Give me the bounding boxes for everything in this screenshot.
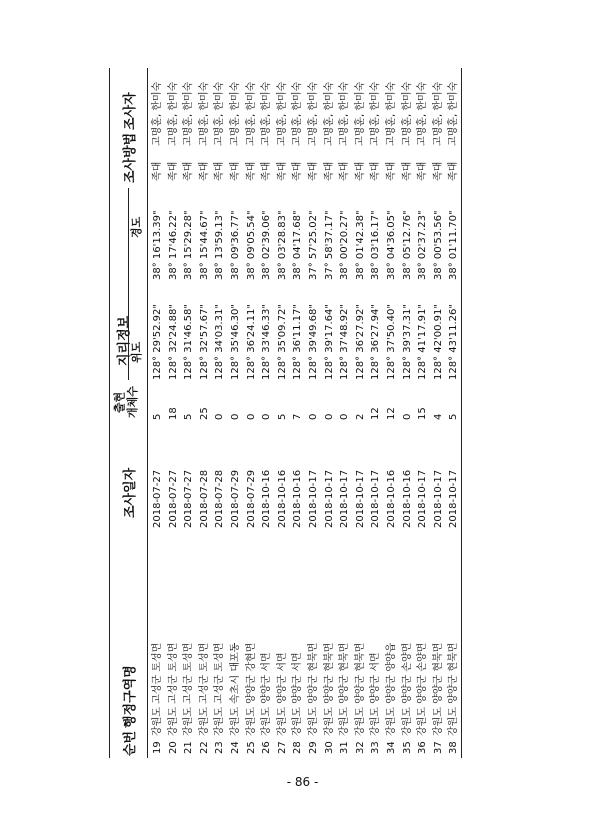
geo-divider bbox=[128, 188, 129, 380]
cell-no: 31 bbox=[339, 741, 351, 754]
table-row bbox=[165, 68, 182, 758]
cell-method: 족대 bbox=[448, 161, 460, 181]
cell-no: 28 bbox=[292, 741, 304, 754]
cell-count: 0 bbox=[339, 413, 351, 420]
cell-lon: 37° 58'37.17" bbox=[323, 210, 335, 280]
header-geo: 지리정보 bbox=[117, 315, 132, 366]
cell-no: 21 bbox=[183, 741, 195, 754]
cell-date: 2018-10-16 bbox=[292, 469, 304, 528]
cell-region: 강원도 고성군 토성면 bbox=[214, 642, 226, 736]
cell-method: 족대 bbox=[386, 161, 397, 181]
cell-lat: 128° 37'48.92" bbox=[339, 304, 351, 380]
cell-region: 강원도 양양군 양양읍 bbox=[386, 642, 397, 736]
cell-investigator: 고명훈, 한미숙 bbox=[339, 81, 351, 146]
cell-count: 0 bbox=[214, 413, 226, 420]
cell-lon: 38° 01'42.38" bbox=[354, 210, 366, 280]
cell-method: 족대 bbox=[370, 161, 382, 181]
cell-method: 족대 bbox=[354, 161, 366, 181]
cell-date: 2018-10-17 bbox=[308, 469, 319, 528]
cell-no: 37 bbox=[432, 741, 444, 754]
table-row bbox=[227, 68, 244, 758]
cell-lon: 38° 00'53.56" bbox=[432, 210, 444, 280]
header-count-bottom: 개체수 bbox=[126, 386, 139, 418]
cell-lat: 128° 36'24.11" bbox=[245, 304, 257, 380]
cell-lat: 128° 31'46.58" bbox=[183, 304, 195, 380]
cell-lon: 38° 15'44.67" bbox=[198, 210, 210, 280]
table-row bbox=[274, 68, 291, 758]
cell-date: 2018-07-28 bbox=[198, 469, 210, 528]
cell-investigator: 고명훈, 한미숙 bbox=[152, 81, 163, 146]
cell-region: 강원도 양양군 현북면 bbox=[323, 642, 335, 736]
cell-lon: 38° 04'36.05" bbox=[386, 210, 397, 280]
cell-region: 강원도 양양군 현북면 bbox=[354, 642, 366, 736]
cell-count: 5 bbox=[276, 413, 288, 420]
cell-method: 족대 bbox=[276, 161, 288, 181]
cell-lon: 38° 04'17.68" bbox=[292, 210, 304, 280]
cell-region: 강원도 양양군 손양면 bbox=[417, 642, 429, 736]
cell-investigator: 고명훈, 한미숙 bbox=[292, 81, 304, 146]
cell-method: 족대 bbox=[245, 161, 257, 181]
cell-lon: 38° 01'11.70" bbox=[448, 210, 460, 280]
cell-lon: 38° 03'28.83" bbox=[276, 210, 288, 280]
cell-method: 족대 bbox=[167, 161, 179, 181]
cell-method: 족대 bbox=[323, 161, 335, 181]
cell-no: 20 bbox=[167, 741, 179, 754]
cell-investigator: 고명훈, 한미숙 bbox=[261, 81, 273, 146]
table-row bbox=[352, 68, 369, 758]
cell-investigator: 고명훈, 한미숙 bbox=[230, 81, 241, 146]
cell-date: 2018-10-17 bbox=[432, 469, 444, 528]
table-row bbox=[196, 68, 213, 758]
cell-lat: 128° 37'50.40" bbox=[386, 304, 397, 380]
cell-lat: 128° 36'27.94" bbox=[370, 304, 382, 380]
cell-date: 2018-10-16 bbox=[386, 469, 397, 528]
cell-region: 강원도 양양군 현북면 bbox=[339, 642, 351, 736]
cell-date: 2018-10-17 bbox=[448, 469, 460, 528]
cell-region: 강원도 고성군 토성면 bbox=[167, 642, 179, 736]
cell-lat: 128° 33'46.33" bbox=[261, 304, 273, 380]
header-investigator: 조사자 bbox=[123, 92, 138, 130]
cell-count: 4 bbox=[432, 413, 444, 420]
cell-date: 2018-10-17 bbox=[417, 469, 429, 528]
cell-lat: 128° 35'09.72" bbox=[276, 304, 288, 380]
cell-method: 족대 bbox=[261, 161, 273, 181]
cell-no: 35 bbox=[401, 741, 413, 754]
table-row bbox=[430, 68, 447, 758]
cell-date: 2018-07-27 bbox=[167, 469, 179, 528]
cell-method: 족대 bbox=[401, 161, 413, 181]
table-row bbox=[399, 68, 416, 758]
cell-no: 30 bbox=[323, 741, 335, 754]
cell-lat: 128° 32'24.88" bbox=[167, 304, 179, 380]
cell-method: 족대 bbox=[292, 161, 304, 181]
cell-lon: 38° 05'12.76" bbox=[401, 210, 413, 280]
cell-region: 강원도 양양군 강현면 bbox=[245, 642, 257, 736]
cell-method: 족대 bbox=[230, 161, 241, 181]
cell-lon: 38° 02'39.06" bbox=[261, 210, 273, 280]
cell-investigator: 고명훈, 한미숙 bbox=[401, 81, 413, 146]
cell-count: 0 bbox=[245, 413, 257, 420]
cell-date: 2018-07-27 bbox=[183, 469, 195, 528]
cell-method: 족대 bbox=[432, 161, 444, 181]
cell-date: 2018-10-17 bbox=[339, 469, 351, 528]
cell-no: 26 bbox=[261, 741, 273, 754]
cell-count: 0 bbox=[308, 413, 319, 420]
cell-investigator: 고명훈, 한미숙 bbox=[370, 81, 382, 146]
cell-lat: 128° 34'03.31" bbox=[214, 304, 226, 380]
cell-date: 2018-10-16 bbox=[276, 469, 288, 528]
header-method: 조사방법 bbox=[123, 132, 138, 183]
cell-lat: 128° 36'11.17" bbox=[292, 304, 304, 380]
cell-method: 족대 bbox=[183, 161, 195, 181]
table-row bbox=[367, 68, 384, 758]
top-rule bbox=[109, 68, 110, 758]
header-count-top: 출현 bbox=[113, 391, 126, 413]
cell-lon: 38° 09'36.77" bbox=[230, 210, 241, 280]
cell-investigator: 고명훈, 한미숙 bbox=[432, 81, 444, 146]
cell-region: 강원도 고성군 토성면 bbox=[183, 642, 195, 736]
cell-count: 25 bbox=[198, 407, 210, 420]
table-row bbox=[336, 68, 353, 758]
cell-investigator: 고명훈, 한미숙 bbox=[214, 81, 226, 146]
table-row bbox=[243, 68, 260, 758]
cell-count: 0 bbox=[230, 413, 241, 420]
cell-no: 24 bbox=[230, 741, 241, 754]
cell-no: 27 bbox=[276, 741, 288, 754]
header-lon: 경도 bbox=[130, 216, 143, 238]
cell-no: 29 bbox=[308, 741, 319, 754]
cell-no: 32 bbox=[354, 741, 366, 754]
cell-lat: 128° 39'37.31" bbox=[401, 304, 413, 380]
cell-date: 2018-10-17 bbox=[323, 469, 335, 528]
cell-investigator: 고명훈, 한미숙 bbox=[245, 81, 257, 146]
cell-lat: 128° 36'27.92" bbox=[354, 304, 366, 380]
cell-investigator: 고명훈, 한미숙 bbox=[276, 81, 288, 146]
cell-lat: 128° 39'49.68" bbox=[308, 304, 319, 380]
cell-method: 족대 bbox=[417, 161, 429, 181]
cell-region: 강원도 속초시 대포동 bbox=[230, 642, 241, 736]
cell-lon: 38° 02'37.23" bbox=[417, 210, 429, 280]
cell-lon: 38° 16'13.39" bbox=[152, 210, 163, 280]
cell-region: 강원도 양양군 서면 bbox=[276, 652, 288, 736]
cell-investigator: 고명훈, 한미숙 bbox=[354, 81, 366, 146]
table-row bbox=[149, 68, 166, 758]
cell-lon: 38° 17'46.22" bbox=[167, 210, 179, 280]
cell-method: 족대 bbox=[152, 161, 163, 181]
cell-no: 22 bbox=[198, 741, 210, 754]
table-row bbox=[445, 68, 462, 758]
table-row bbox=[383, 68, 400, 758]
page-number: - 86 - bbox=[286, 775, 319, 789]
cell-no: 36 bbox=[417, 741, 429, 754]
cell-method: 족대 bbox=[214, 161, 226, 181]
cell-lat: 128° 43'11.26" bbox=[448, 304, 460, 380]
header-date: 조사일자 bbox=[123, 467, 138, 518]
header-lat: 위도 bbox=[130, 341, 143, 363]
cell-region: 강원도 양양군 서면 bbox=[370, 652, 382, 736]
table-row bbox=[414, 68, 431, 758]
cell-count: 0 bbox=[261, 413, 273, 420]
cell-region: 강원도 양양군 현북면 bbox=[432, 642, 444, 736]
cell-date: 2018-07-27 bbox=[152, 469, 163, 528]
cell-no: 19 bbox=[152, 741, 163, 754]
cell-no: 23 bbox=[214, 741, 226, 754]
table-row bbox=[289, 68, 306, 758]
cell-investigator: 고명훈, 한미숙 bbox=[386, 81, 397, 146]
cell-region: 강원도 고성군 토성면 bbox=[198, 642, 210, 736]
cell-count: 12 bbox=[370, 407, 382, 420]
cell-lat: 128° 42'00.91" bbox=[432, 304, 444, 380]
cell-investigator: 고명훈, 한미숙 bbox=[448, 81, 460, 146]
cell-method: 족대 bbox=[308, 161, 319, 181]
cell-lon: 38° 13'59.13" bbox=[214, 210, 226, 280]
cell-region: 강원도 양양군 현북면 bbox=[448, 642, 460, 736]
cell-count: 0 bbox=[401, 413, 413, 420]
cell-region: 강원도 양양군 손양면 bbox=[401, 642, 413, 736]
cell-date: 2018-07-28 bbox=[214, 469, 226, 528]
cell-date: 2018-07-29 bbox=[230, 469, 241, 528]
cell-lon: 38° 03'16.17" bbox=[370, 210, 382, 280]
table-row bbox=[258, 68, 275, 758]
header-no: 순번 bbox=[123, 730, 138, 756]
cell-count: 2 bbox=[354, 413, 366, 420]
table-row bbox=[305, 68, 322, 758]
cell-no: 33 bbox=[370, 741, 382, 754]
cell-count: 18 bbox=[167, 407, 179, 420]
cell-no: 38 bbox=[448, 741, 460, 754]
cell-date: 2018-07-29 bbox=[245, 469, 257, 528]
cell-investigator: 고명훈, 한미숙 bbox=[183, 81, 195, 146]
cell-lon: 38° 00'20.27" bbox=[339, 210, 351, 280]
cell-lon: 37° 57'25.02" bbox=[308, 210, 319, 280]
cell-investigator: 고명훈, 한미숙 bbox=[308, 81, 319, 146]
cell-investigator: 고명훈, 한미숙 bbox=[323, 81, 335, 146]
cell-count: 5 bbox=[152, 413, 163, 420]
cell-count: 5 bbox=[183, 413, 195, 420]
cell-count: 12 bbox=[386, 407, 397, 420]
cell-investigator: 고명훈, 한미숙 bbox=[417, 81, 429, 146]
header-rule bbox=[147, 68, 148, 758]
cell-region: 강원도 양양군 서면 bbox=[292, 652, 304, 736]
table-row bbox=[211, 68, 228, 758]
cell-date: 2018-10-16 bbox=[261, 469, 273, 528]
cell-lat: 128° 39'17.64" bbox=[323, 304, 335, 380]
cell-lat: 128° 41'17.91" bbox=[417, 304, 429, 380]
cell-date: 2018-10-16 bbox=[401, 469, 413, 528]
cell-no: 25 bbox=[245, 741, 257, 754]
cell-lat: 128° 32'57.67" bbox=[198, 304, 210, 380]
cell-lat: 128° 29'52.92" bbox=[152, 304, 163, 380]
cell-count: 0 bbox=[323, 413, 335, 420]
cell-date: 2018-10-17 bbox=[370, 469, 382, 528]
cell-count: 5 bbox=[448, 413, 460, 420]
cell-lon: 38° 15'29.28" bbox=[183, 210, 195, 280]
cell-region: 강원도 양양군 현북면 bbox=[308, 642, 319, 736]
cell-investigator: 고명훈, 한미숙 bbox=[198, 81, 210, 146]
cell-no: 34 bbox=[386, 741, 397, 754]
cell-method: 족대 bbox=[198, 161, 210, 181]
cell-date: 2018-10-17 bbox=[354, 469, 366, 528]
cell-count: 15 bbox=[417, 407, 429, 420]
cell-investigator: 고명훈, 한미숙 bbox=[167, 81, 179, 146]
cell-lat: 128° 35'46.30" bbox=[230, 304, 241, 380]
header-region: 행정구역명 bbox=[123, 665, 138, 728]
rotated-table bbox=[87, 68, 467, 758]
table-row bbox=[321, 68, 338, 758]
cell-region: 강원도 양양군 서면 bbox=[261, 652, 273, 736]
cell-method: 족대 bbox=[339, 161, 351, 181]
cell-count: 7 bbox=[292, 413, 304, 420]
table-row bbox=[180, 68, 197, 758]
cell-region: 강원도 고성군 토성면 bbox=[152, 642, 163, 736]
cell-lon: 38° 09'05.54" bbox=[245, 210, 257, 280]
